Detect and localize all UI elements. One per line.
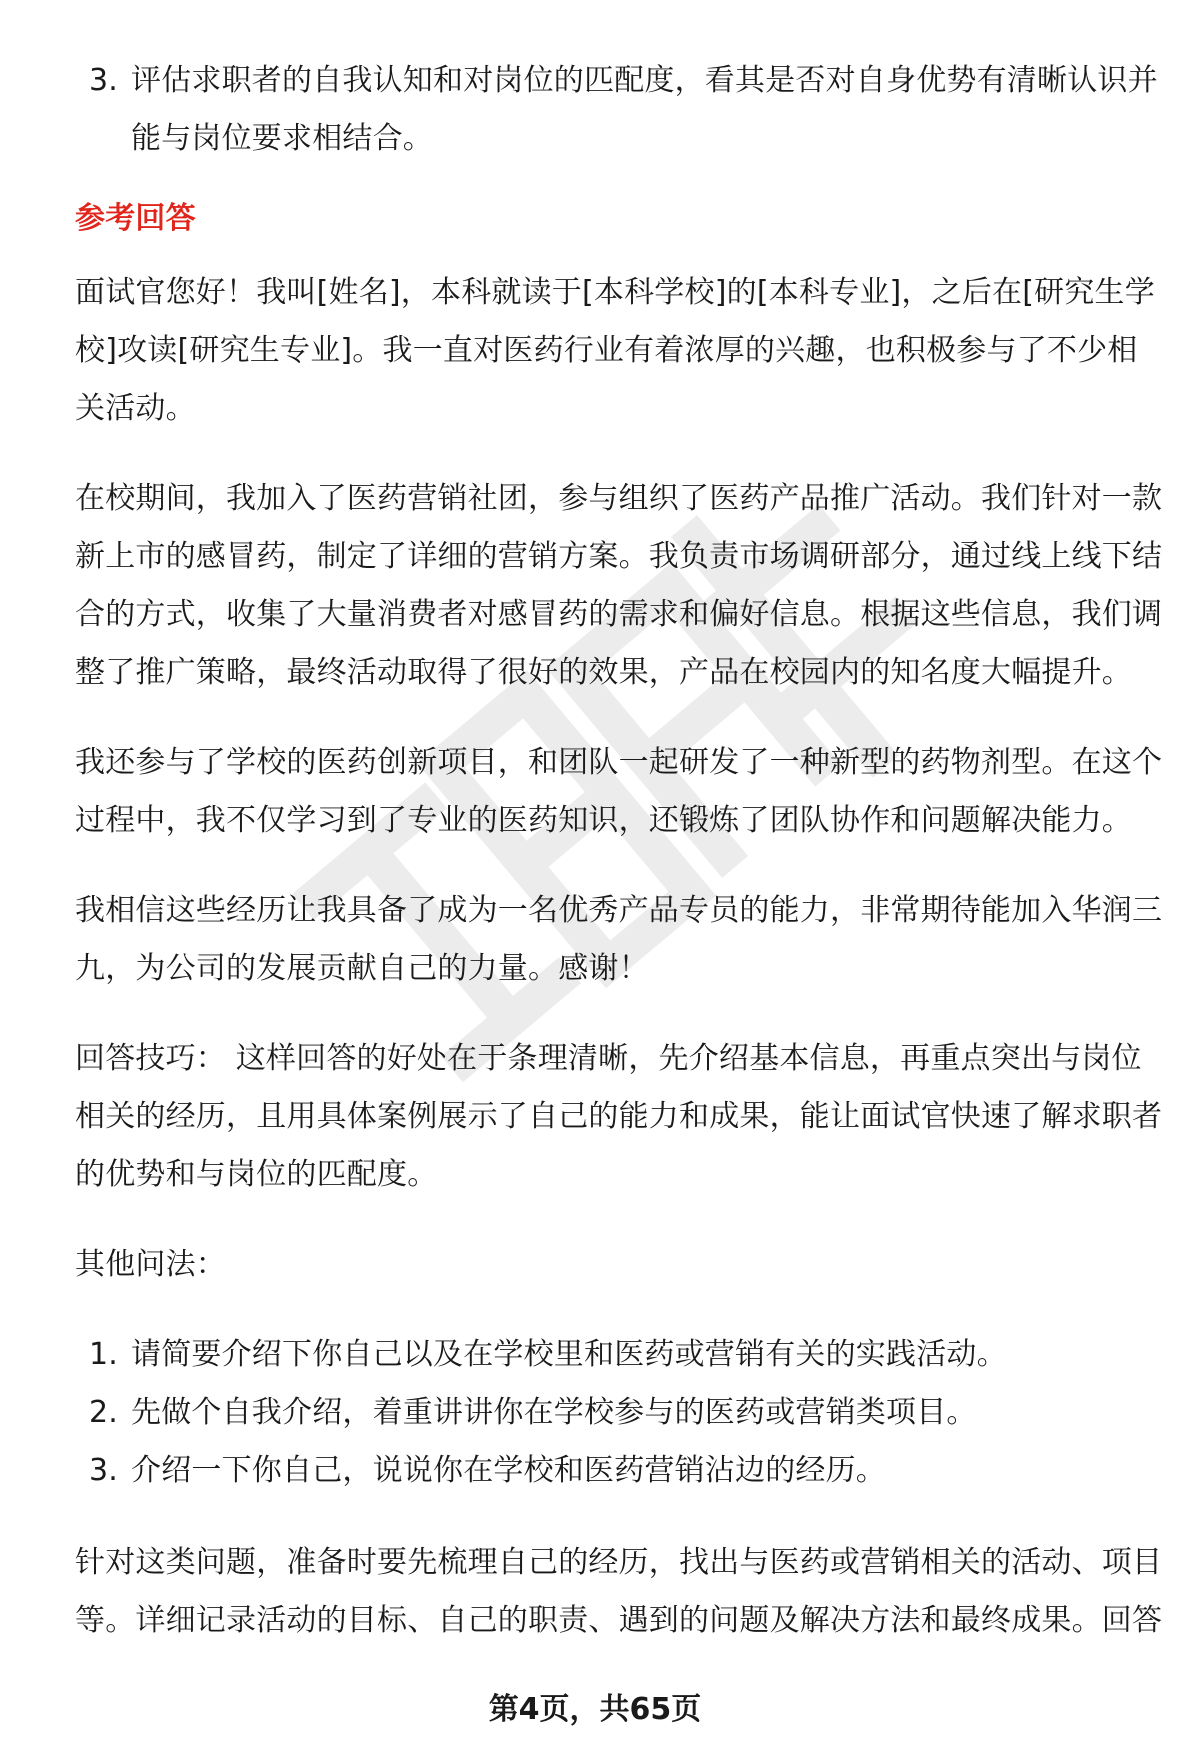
list-item [75, 1384, 1165, 1442]
answer-paragraph: 我还参与了学校的医药创新项目，和团队一起研发了一种新型的药物剂型。在这个过程中，我不仅学习到了专业的医药知识，还锻炼了团队协作和问题解决能力。 [75, 745, 1163, 838]
page-content [75, 52, 1165, 1650]
list-item [75, 1442, 1165, 1500]
other-questions-heading: 其他问法： [75, 1247, 226, 1282]
answer-paragraph: 我相信这些经历让我具备了成为一名优秀产品专员的能力，非常期待能加入华润三九，为公司的发展贡献自己的力量。感谢！ [75, 893, 1163, 986]
list-item-number: 3. [89, 63, 119, 98]
answer-tips-paragraph: 回答技巧： 这样回答的好处在于条理清晰，先介绍基本信息，再重点突出与岗位相关的经历，且用具体案例展示了自己的能力和成果，能让面试官快速了解求职者的优势和与岗位的匹配度。 [75, 1041, 1163, 1192]
list-item-number: 3. [89, 1453, 119, 1488]
other-questions-list [75, 1326, 1165, 1500]
list-item-number: 2. [89, 1395, 119, 1430]
list-item-text: 请简要介绍下你自己以及在学校里和医药或营销有关的实践活动。 [131, 1337, 1007, 1372]
list-item [75, 1326, 1165, 1384]
list-item-number: 1. [89, 1337, 119, 1372]
closing-paragraph: 针对这类问题，准备时要先梳理自己的经历，找出与医药或营销相关的活动、项目等。详细记录活动的目标、自己的职责、遇到的问题及解决方法和最终成果。回答 [75, 1545, 1163, 1638]
list-item-text: 评估求职者的自我认知和对岗位的匹配度，看其是否对自身优势有清晰认识并能与岗位要求相结合。 [131, 63, 1158, 156]
page-number-footer: 第4页，共65页 [488, 1692, 702, 1727]
list-item-text: 先做个自我介绍，着重讲讲你在学校参与的医药或营销类项目。 [131, 1395, 977, 1430]
answer-paragraph: 在校期间，我加入了医药营销社团，参与组织了医药产品推广活动。我们针对一款新上市的感冒药，制定了详细的营销方案。我负责市场调研部分，通过线上线下结合的方式，收集了大量消费者对感冒药的需求和偏好信息。根据这些信息，我们调整了推广策略，最终活动取得了很好的效果，产品在校园内的知名度大幅提升。 [75, 481, 1163, 690]
list-item-text: 介绍一下你自己，说说你在学校和医药营销沾边的经历。 [131, 1453, 886, 1488]
section-title-reference-answer: 参考回答 [75, 201, 196, 236]
top-numbered-list [75, 52, 1165, 168]
list-item [75, 52, 1165, 168]
answer-paragraph: 面试官您好！我叫[姓名]，本科就读于[本科学校]的[本科专业]，之后在[研究生学校]攻读[研究生专业]。我一直对医药行业有着浓厚的兴趣，也积极参与了不少相关活动。 [75, 275, 1155, 426]
